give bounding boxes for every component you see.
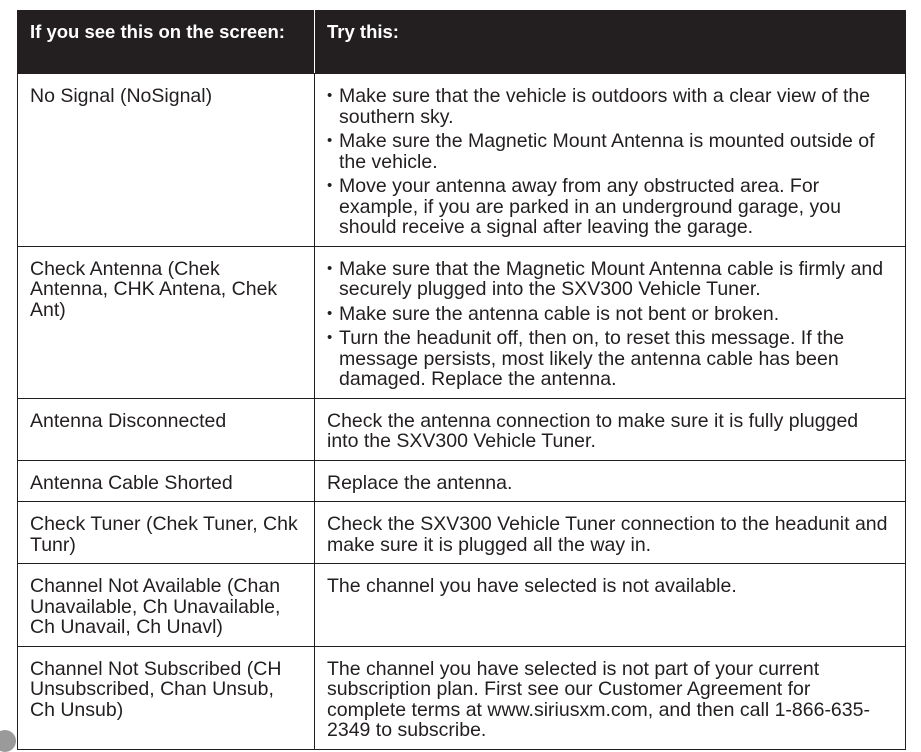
solution-bullet: • Turn the headunit off, then on, to reset this message. If the message persists, most likely the antenna cable has been damaged. Replace the antenna. bbox=[327, 328, 893, 390]
solution-bullet: • Make sure that the vehicle is outdoors with a clear view of the southern sky. bbox=[327, 86, 893, 127]
table-header-row bbox=[18, 11, 906, 74]
solution-bullet: • Make sure that the Magnetic Mount Antenna cable is firmly and securely plugged into the SXV300 Vehicle Tuner. bbox=[327, 259, 893, 300]
table-row bbox=[18, 460, 906, 502]
table-row bbox=[18, 564, 906, 647]
solution-list bbox=[327, 259, 893, 390]
message-cell: Channel Not Available (Chan Unavailable, Ch Unavailable, Ch Unavail, Ch Unavl) bbox=[18, 564, 315, 647]
solution-bullet: • Make sure the Magnetic Mount Antenna is mounted outside of the vehicle. bbox=[327, 131, 893, 172]
solution-cell bbox=[315, 246, 906, 398]
message-cell: No Signal (NoSignal) bbox=[18, 74, 315, 247]
solution-cell: The channel you have selected is not part of your current subscription plan. First see our Customer Agreement for complete terms at www.siriusxm.com, and then call 1-866-635-2349 to subscribe. bbox=[315, 646, 906, 749]
troubleshooting-table bbox=[17, 10, 906, 750]
solution-cell: Check the antenna connection to make sure it is fully plugged into the SXV300 Vehicle Tuner. bbox=[315, 398, 906, 460]
message-cell: Check Tuner (Chek Tuner, Chk Tunr) bbox=[18, 502, 315, 564]
table-row bbox=[18, 398, 906, 460]
header-solution: Try this: bbox=[315, 11, 906, 74]
solution-bullet: • Make sure the antenna cable is not bent or broken. bbox=[327, 304, 893, 325]
solution-bullet: • Move your antenna away from any obstructed area. For example, if you are parked in an underground garage, you should receive a signal after leaving the garage. bbox=[327, 176, 893, 238]
table-row bbox=[18, 74, 906, 247]
table-row bbox=[18, 646, 906, 749]
message-cell: Check Antenna (Chek Antenna, CHK Antena, Chek Ant) bbox=[18, 246, 315, 398]
table-row bbox=[18, 246, 906, 398]
message-cell: Antenna Cable Shorted bbox=[18, 460, 315, 502]
page-corner-decoration bbox=[0, 730, 16, 752]
solution-list bbox=[327, 86, 893, 238]
solution-cell: Replace the antenna. bbox=[315, 460, 906, 502]
solution-cell: Check the SXV300 Vehicle Tuner connection to the headunit and make sure it is plugged all the way in. bbox=[315, 502, 906, 564]
solution-cell bbox=[315, 74, 906, 247]
message-cell: Antenna Disconnected bbox=[18, 398, 315, 460]
table-row bbox=[18, 502, 906, 564]
header-message: If you see this on the screen: bbox=[18, 11, 315, 74]
message-cell: Channel Not Subscribed (CH Unsubscribed, Chan Unsub, Ch Unsub) bbox=[18, 646, 315, 749]
solution-cell: The channel you have selected is not available. bbox=[315, 564, 906, 647]
